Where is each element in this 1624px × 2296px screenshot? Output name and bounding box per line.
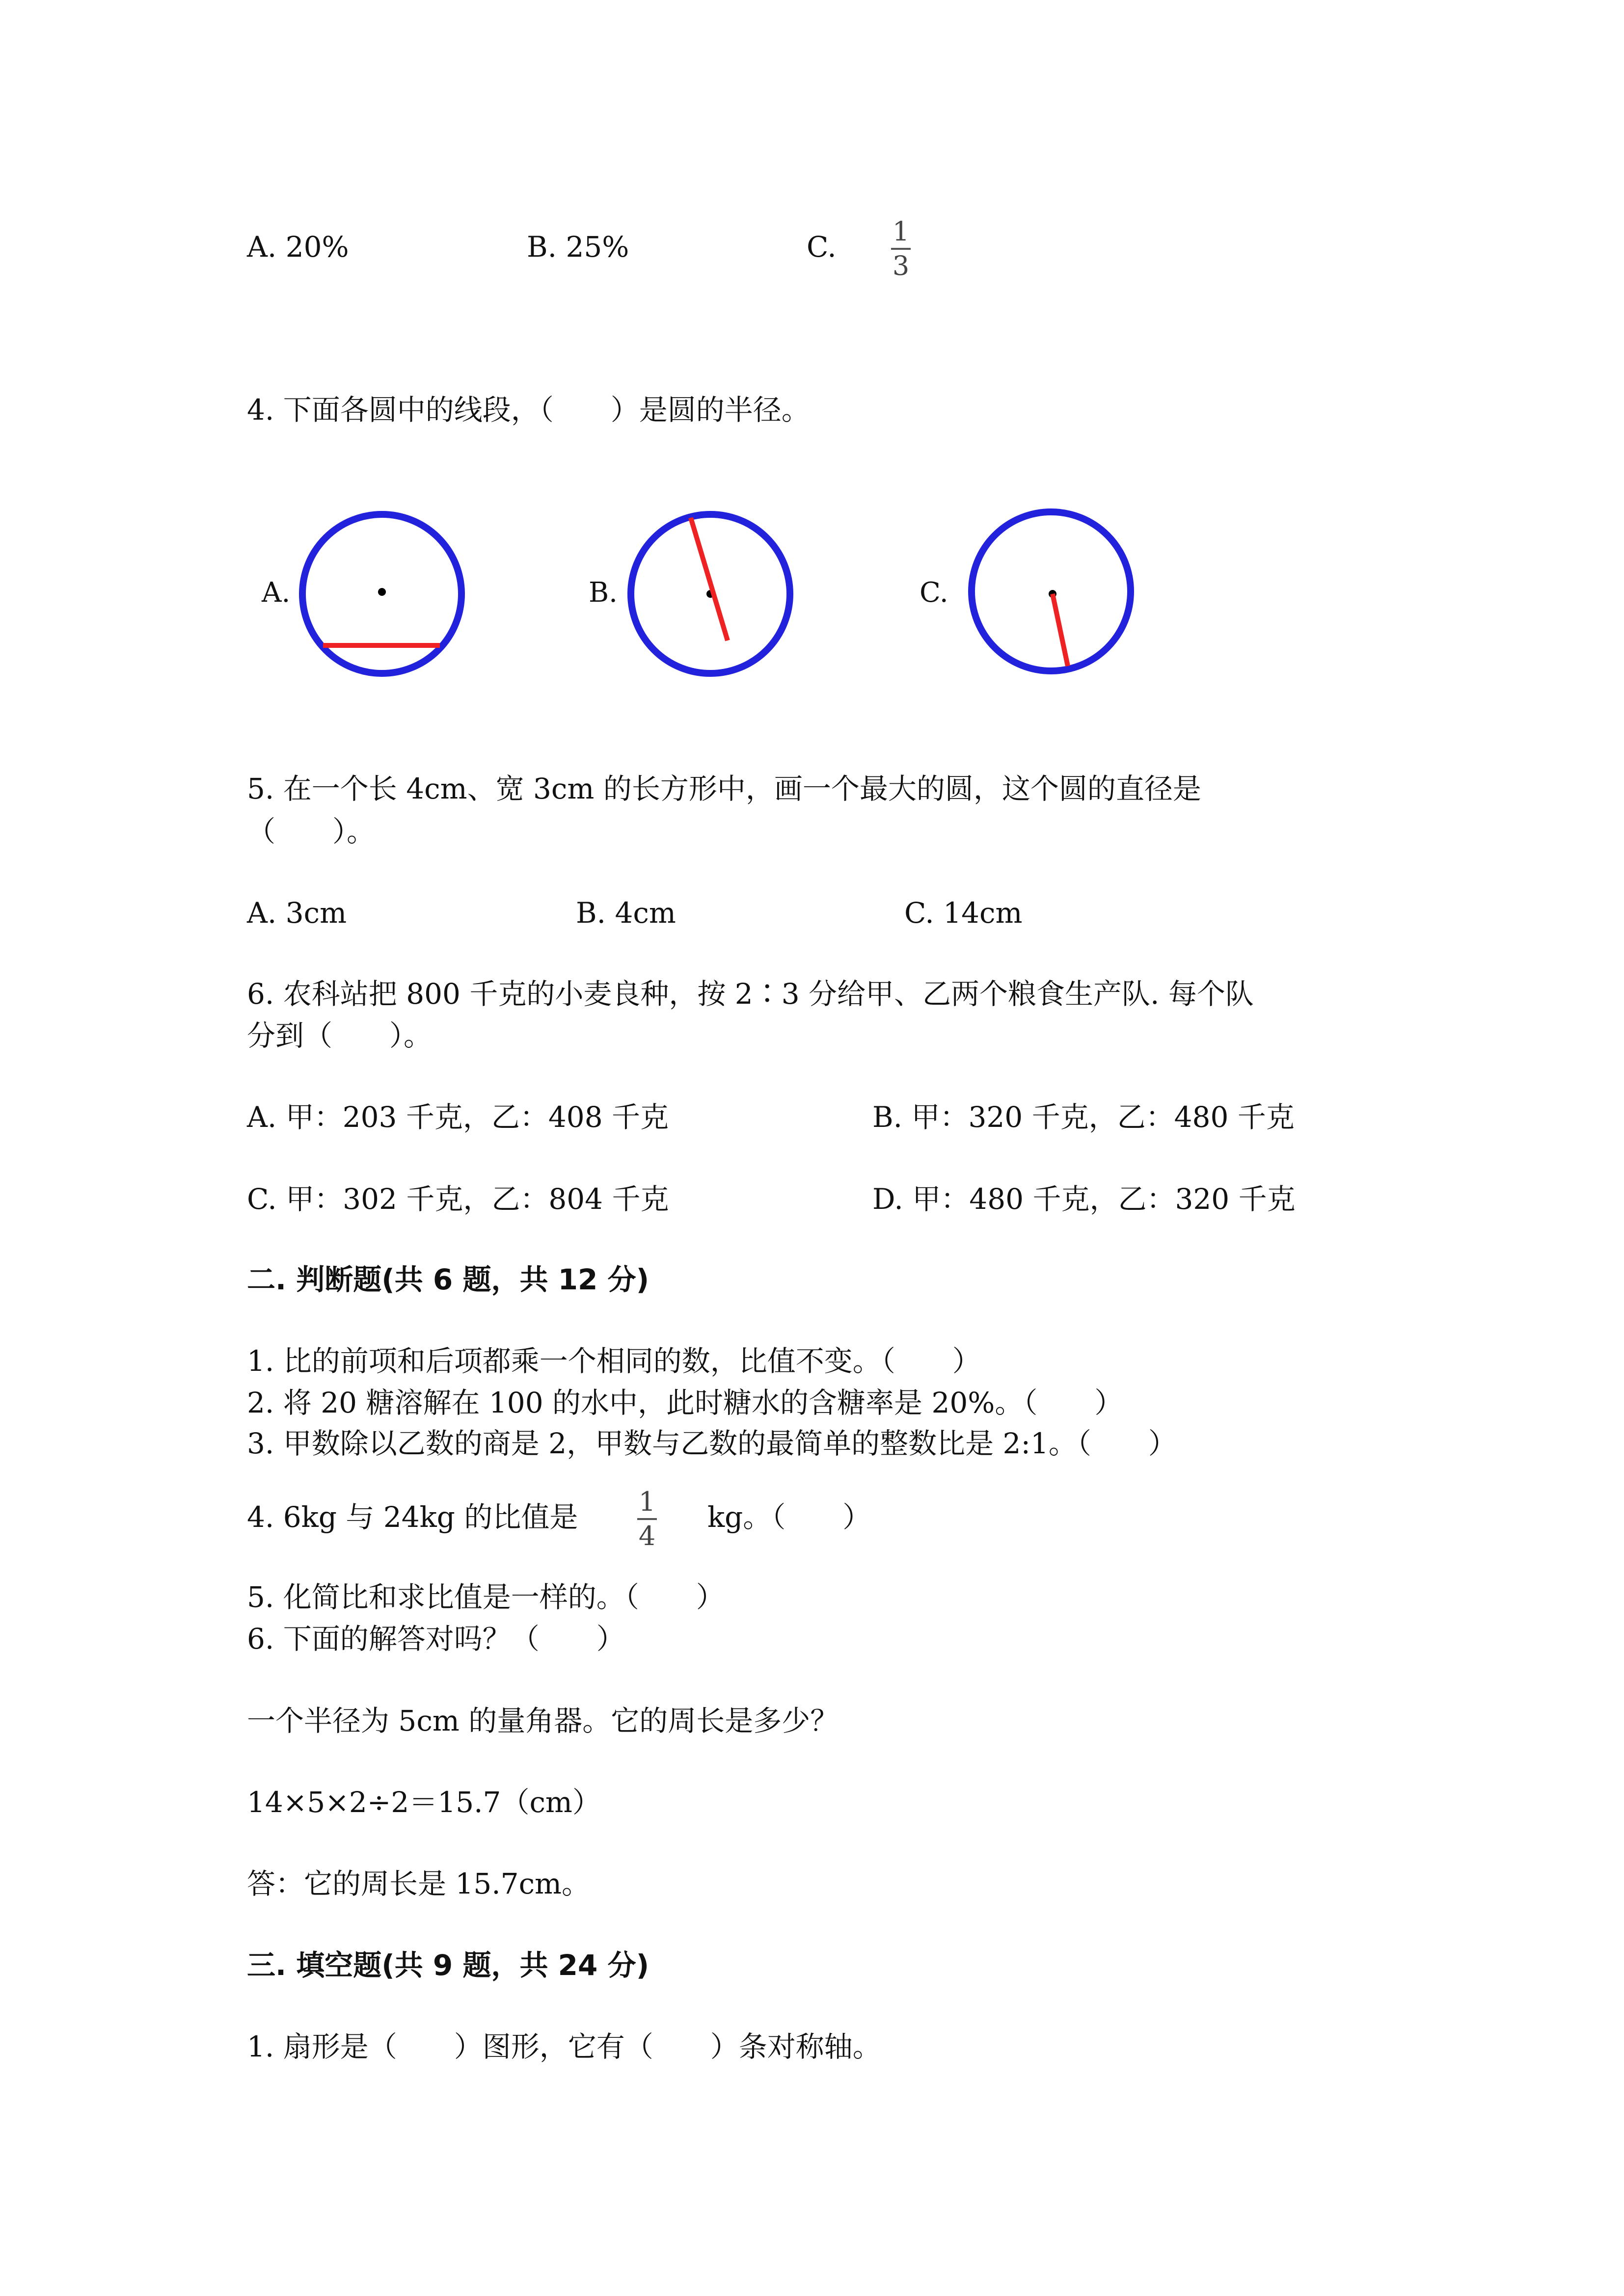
section3-item-1: 1. 扇形是（ ）图形，它有（ ）条对称轴。 <box>247 2030 881 2063</box>
q4-stem: 4. 下面各圆中的线段，（ ）是圆的半径。 <box>247 393 810 427</box>
q5-option-b: B. 4cm <box>576 896 676 930</box>
q5-option-c: C. 14cm <box>904 896 1023 930</box>
q4-figure-c-label: C. <box>920 577 948 609</box>
fraction-bar <box>891 248 911 250</box>
q5-option-a: A. 3cm <box>247 896 347 930</box>
section2-q6-problem: 一个半径为 5cm 的量角器。它的周长是多少？ <box>247 1704 839 1737</box>
q4-figure-c <box>963 503 1139 680</box>
center-segment <box>691 518 728 641</box>
q4-figure-b <box>622 506 799 682</box>
section2-q6-answer: 答：它的周长是 15.7cm。 <box>247 1867 591 1900</box>
q5-stem-line1: 5. 在一个长 4cm、宽 3cm 的长方形中，画一个最大的圆，这个圆的直径是 <box>247 772 1201 805</box>
section2-heading: 二. 判断题(共 6 题，共 12 分) <box>247 1263 650 1296</box>
fraction-denominator: 3 <box>892 250 910 281</box>
fraction-numerator: 1 <box>638 1486 656 1517</box>
q3-option-c-fraction <box>891 218 911 279</box>
q6-option-b: B. 甲：320 千克，乙：480 千克 <box>872 1100 1295 1134</box>
q6-option-d: D. 甲：480 千克，乙：320 千克 <box>872 1182 1296 1216</box>
q5-stem-line2: （ ）。 <box>247 815 376 848</box>
section3-heading: 三. 填空题(共 9 题，共 24 分) <box>247 1949 650 1982</box>
q4-figure-b-label: B. <box>589 577 618 609</box>
q4-figure-a <box>294 506 470 682</box>
section2-item-4-prefix: 4. 6kg 与 24kg 的比值是 <box>247 1500 578 1534</box>
fraction-numerator: 1 <box>892 216 910 247</box>
section2-item-5: 5. 化简比和求比值是一样的。（ ） <box>247 1580 725 1614</box>
section2-item-6: 6. 下面的解答对吗？（ ） <box>247 1622 625 1655</box>
circle-center-dot <box>378 588 386 596</box>
q6-stem-line1: 6. 农科站把 800 千克的小麦良种，按 2∶3 分给甲、乙两个粮食生产队. 每个队 <box>247 977 1254 1011</box>
q6-option-a: A. 甲：203 千克，乙：408 千克 <box>247 1100 669 1134</box>
section2-item-4-fraction <box>637 1486 657 1551</box>
q6-option-c: C. 甲：302 千克，乙：804 千克 <box>247 1182 669 1216</box>
section2-item-2: 2. 将 20 糖溶解在 100 的水中，此时糖水的含糖率是 20%。（ ） <box>247 1386 1123 1419</box>
section2-item-4-suffix: kg。（ ） <box>707 1500 871 1534</box>
fraction-denominator: 4 <box>638 1521 656 1551</box>
fraction-bar <box>637 1518 657 1520</box>
radius-segment <box>1053 594 1068 666</box>
q3-option-b: B. 25% <box>527 230 629 264</box>
section2-q6-calculation: 14×5×2÷2＝15.7（cm） <box>247 1786 601 1819</box>
section2-item-3: 3. 甲数除以乙数的商是 2，甲数与乙数的最简单的整数比是 2:1。（ ） <box>247 1427 1177 1460</box>
q6-stem-line2: 分到（ ）。 <box>247 1019 433 1052</box>
q3-option-c-label: C. <box>807 230 837 264</box>
q3-option-a: A. 20% <box>247 230 349 264</box>
section2-item-1: 1. 比的前项和后项都乘一个相同的数，比值不变。（ ） <box>247 1344 981 1378</box>
q4-figure-a-label: A. <box>262 577 291 609</box>
